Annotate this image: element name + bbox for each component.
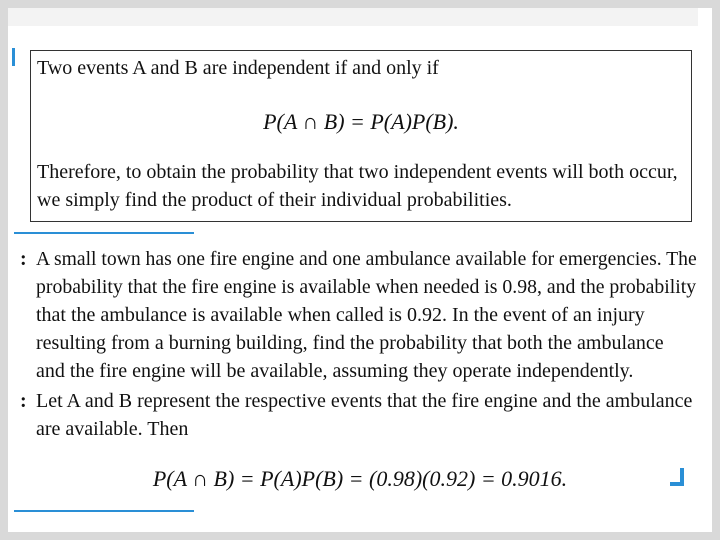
example-marker: : — [20, 248, 27, 270]
separator-bar-top — [14, 232, 194, 234]
independence-formula: P(A ∩ B) = P(A)P(B). — [263, 109, 459, 134]
definition-line-3: we simply find the product of their individual probabilities. — [37, 189, 512, 211]
problem-line-3: that the ambulance is available when called is 0.92. In the event of an injury — [36, 304, 645, 326]
corner-bracket-horizontal — [670, 482, 684, 486]
definition-line-1: Two events A and B are independent if and only if — [37, 57, 439, 79]
problem-line-4: resulting from a burning building, find the probability that both the ambulance — [36, 332, 664, 354]
separator-bar-bottom — [14, 510, 194, 512]
problem-line-2: probability that the fire engine is available when needed is 0.98, and the probability — [36, 276, 697, 298]
solution-formula: P(A ∩ B) = P(A)P(B) = (0.98)(0.92) = 0.9016. — [152, 466, 568, 491]
solution-line-2: are available. Then — [36, 418, 189, 440]
corner-tick-top — [12, 48, 15, 66]
solution-marker: : — [20, 390, 27, 412]
definition-box — [30, 50, 692, 222]
problem-line-1: A small town has one fire engine and one ambulance available for emergencies. The — [36, 248, 697, 270]
solution-line-1: Let A and B represent the respective events that the fire engine and the ambulance — [36, 390, 693, 412]
definition-line-2: Therefore, to obtain the probability that two independent events will both occur, — [37, 161, 678, 183]
title-strip — [8, 8, 698, 26]
slide — [8, 8, 712, 532]
problem-line-5: and the fire engine will be available, assuming they operate independently. — [36, 360, 634, 382]
